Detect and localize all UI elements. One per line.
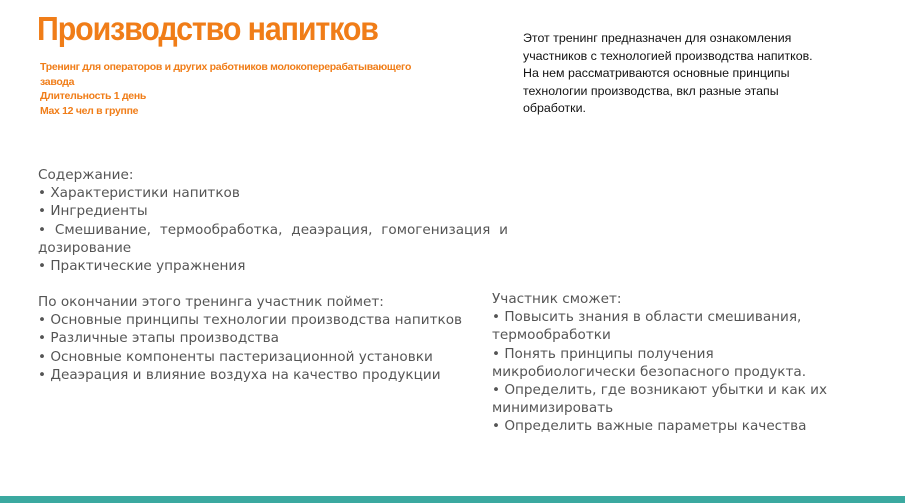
content-item: • Ингредиенты bbox=[38, 203, 148, 220]
content-item: • Характеристики напитков bbox=[38, 185, 240, 202]
content-item: • Смешивание, термообработка, деаэрация, гомогенизация и bbox=[38, 221, 508, 238]
skills-line: микробиологически безопасного продукта. bbox=[492, 363, 807, 380]
description-line: участников с технологией производства напитков. bbox=[523, 48, 813, 63]
skills-line: минимизировать bbox=[492, 400, 614, 417]
training-description bbox=[523, 30, 863, 118]
description-line: На нем рассматриваются основные принципы bbox=[523, 66, 790, 80]
understand-item: • Различные этапы производства bbox=[38, 330, 279, 347]
skills-line: • Определить важные параметры качества bbox=[492, 418, 807, 435]
skills-line: • Повысить знания в области смешивания, bbox=[492, 309, 802, 326]
understand-item: • Основные принципы технологии производства напитков bbox=[38, 312, 463, 329]
understand-item: • Деаэрация и влияние воздуха на качество продукции bbox=[38, 366, 441, 383]
page-title: Производство напитков bbox=[37, 10, 378, 47]
training-info bbox=[40, 60, 440, 118]
outcomes-skills-section bbox=[492, 290, 842, 436]
content-item: • Практические упражнения bbox=[38, 258, 246, 275]
content-heading: Содержание: bbox=[38, 167, 134, 183]
bottom-accent-bar bbox=[0, 496, 905, 503]
outcomes-understand-section bbox=[38, 293, 488, 384]
audience-text: Тренинг для операторов и других работников молокоперерабатывающего завода bbox=[40, 61, 412, 88]
description-line: Этот тренинг предназначен для ознакомления bbox=[523, 31, 792, 45]
skills-line: • Определить, где возникают убытки и как их bbox=[492, 382, 828, 399]
group-size-text: Max 12 чел в группе bbox=[40, 104, 139, 117]
skills-line: термообработки bbox=[492, 327, 611, 344]
understand-heading: По окончании этого тренинга участник поймет: bbox=[38, 294, 384, 310]
content-item-continuation: дозирование bbox=[38, 239, 132, 256]
understand-item: • Основные компоненты пастеризационной установки bbox=[38, 348, 433, 365]
skills-heading: Участник сможет: bbox=[492, 291, 622, 307]
skills-line: • Понять принципы получения bbox=[492, 345, 714, 362]
content-section bbox=[38, 166, 508, 275]
description-line: обработки. bbox=[523, 101, 586, 115]
description-line: технологии производства, вкл разные этапы bbox=[523, 83, 779, 98]
duration-text: Длительность 1 день bbox=[40, 90, 147, 102]
